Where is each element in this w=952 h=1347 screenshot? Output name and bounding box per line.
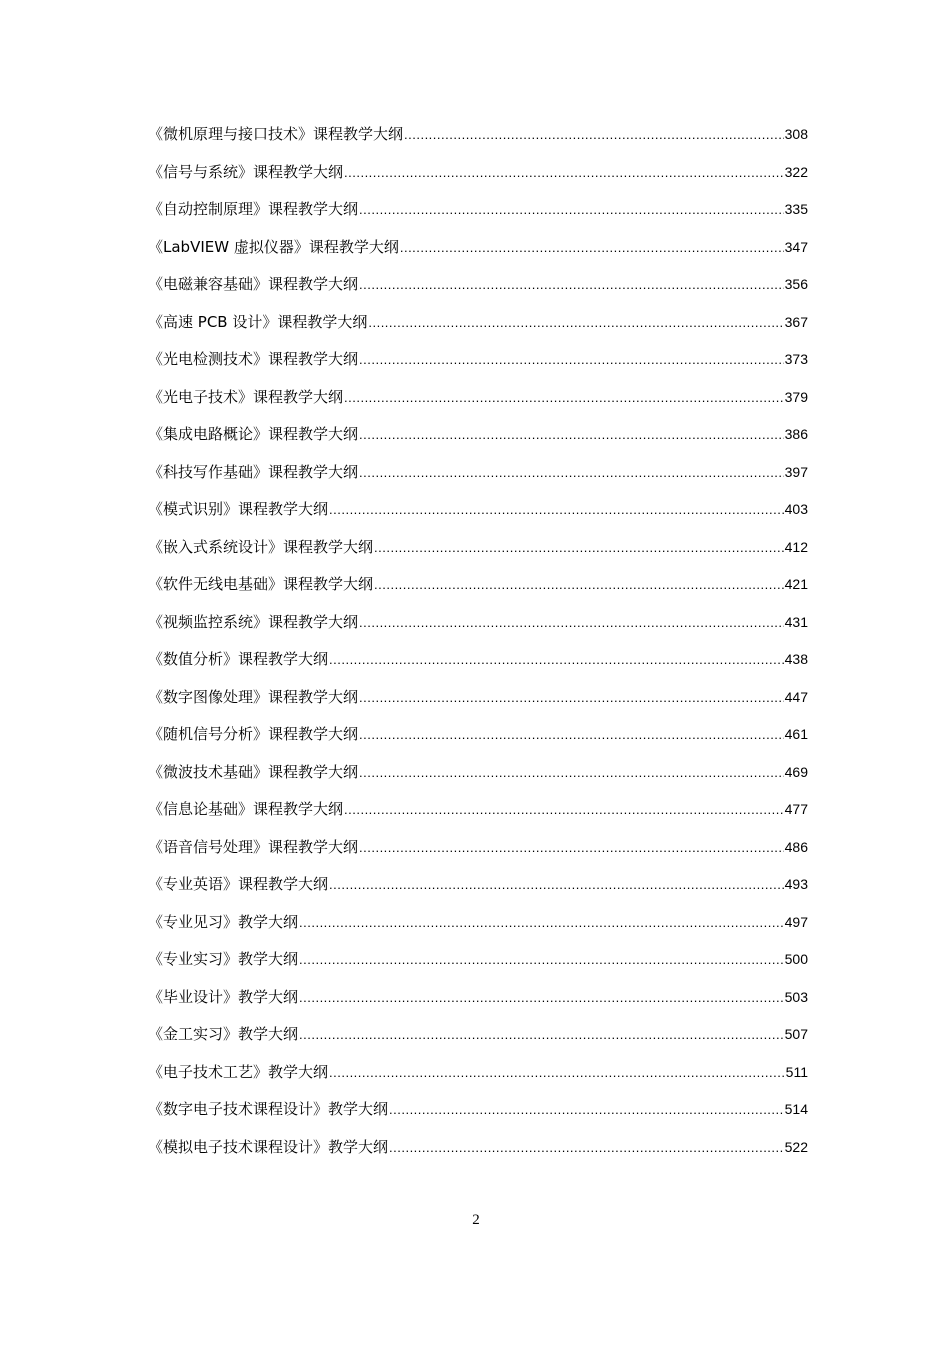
dot-leader <box>329 649 784 671</box>
toc-entry[interactable] <box>148 911 808 949</box>
toc-entry-page-number: 397 <box>784 463 808 480</box>
toc-entry-page-number: 431 <box>784 613 808 630</box>
toc-entry[interactable] <box>148 311 808 349</box>
toc-entry-title: 《信号与系统》课程教学大纲 <box>148 162 344 181</box>
toc-entry[interactable] <box>148 723 808 761</box>
dot-leader <box>299 912 784 934</box>
toc-entry-page-number: 356 <box>784 276 808 292</box>
toc-entry[interactable] <box>148 1023 808 1061</box>
dot-leader <box>344 387 784 409</box>
dot-leader <box>368 312 783 334</box>
toc-entry-page-number: 514 <box>784 1101 808 1117</box>
toc-entry[interactable] <box>148 1061 808 1099</box>
dot-leader <box>344 799 784 821</box>
toc-entry-page-number: 421 <box>784 576 808 592</box>
toc-entry[interactable] <box>148 273 808 311</box>
toc-entry[interactable] <box>148 761 808 799</box>
dot-leader <box>359 462 784 484</box>
toc-entry[interactable] <box>148 198 808 236</box>
dot-leader <box>359 724 784 746</box>
toc-entry-title: 《专业英语》课程教学大纲 <box>148 875 329 893</box>
toc-entry[interactable] <box>148 873 808 911</box>
toc-entry-title: 《微机原理与接口技术》课程教学大纲 <box>148 125 404 143</box>
toc-entry[interactable] <box>148 1136 808 1174</box>
toc-entry-title: 《电子技术工艺》教学大纲 <box>148 1062 329 1081</box>
toc-entry-page-number: 412 <box>784 538 808 555</box>
toc-entry-title: 《模式识别》课程教学大纲 <box>148 500 329 518</box>
toc-entry-title: 《科技写作基础》课程教学大纲 <box>148 462 359 481</box>
toc-entry-page-number: 373 <box>784 351 808 367</box>
dot-leader <box>344 162 784 184</box>
toc-entry-page-number: 403 <box>784 501 808 517</box>
toc-entry-page-number: 386 <box>784 426 808 442</box>
dot-leader <box>359 762 784 784</box>
toc-entry-title: 《数值分析》课程教学大纲 <box>148 650 329 668</box>
toc-entry-page-number: 493 <box>784 876 808 892</box>
dot-leader <box>329 499 784 521</box>
toc-entry[interactable] <box>148 161 808 199</box>
toc-entry-page-number: 511 <box>785 1063 808 1080</box>
toc-entry[interactable] <box>148 798 808 836</box>
toc-entry-title: 《专业见习》教学大纲 <box>148 912 299 931</box>
dot-leader <box>299 949 784 971</box>
toc-entry-page-number: 486 <box>784 838 808 855</box>
toc-entry-page-number: 367 <box>784 313 808 330</box>
toc-entry-title: 《毕业设计》教学大纲 <box>148 987 299 1006</box>
toc-entry-title: 《软件无线电基础》课程教学大纲 <box>148 575 374 593</box>
toc-entry-title: 《光电检测技术》课程教学大纲 <box>148 350 359 368</box>
toc-entry[interactable] <box>148 836 808 874</box>
toc-entry[interactable] <box>148 1098 808 1136</box>
toc-entry-title: 《数字电子技术课程设计》教学大纲 <box>148 1100 389 1118</box>
toc-entry-page-number: 522 <box>784 1138 808 1155</box>
toc-entry[interactable] <box>148 611 808 649</box>
toc-entry-page-number: 322 <box>784 163 808 180</box>
toc-entry[interactable] <box>148 461 808 499</box>
dot-leader <box>359 424 784 446</box>
dot-leader <box>404 124 784 146</box>
toc-entry-page-number: 477 <box>784 801 808 817</box>
toc-entry-title: 《微波技术基础》课程教学大纲 <box>148 762 359 781</box>
toc-entry-page-number: 308 <box>784 126 808 142</box>
dot-leader <box>329 1062 785 1084</box>
dot-leader <box>400 237 784 259</box>
page-number: 2 <box>472 1212 480 1228</box>
toc-entry-title: 《随机信号分析》课程教学大纲 <box>148 725 359 743</box>
dot-leader <box>389 1099 784 1121</box>
toc-entry-page-number: 500 <box>784 951 808 967</box>
table-of-contents <box>148 123 808 1173</box>
toc-entry-title: 《数字图像处理》课程教学大纲 <box>148 687 359 706</box>
toc-entry-page-number: 503 <box>784 988 808 1005</box>
toc-entry-title: 《金工实习》教学大纲 <box>148 1025 299 1043</box>
dot-leader <box>359 612 784 634</box>
toc-entry-title: 《语音信号处理》课程教学大纲 <box>148 837 359 856</box>
toc-entry[interactable] <box>148 948 808 986</box>
toc-entry-page-number: 447 <box>784 688 808 705</box>
dot-leader <box>299 987 784 1009</box>
toc-entry[interactable] <box>148 423 808 461</box>
toc-entry-page-number: 461 <box>784 726 808 742</box>
dot-leader <box>374 574 784 596</box>
toc-entry-title: 《集成电路概论》课程教学大纲 <box>148 425 359 443</box>
toc-entry-title: 《高速 PCB 设计》课程教学大纲 <box>148 312 368 331</box>
dot-leader <box>329 874 784 896</box>
toc-entry[interactable] <box>148 123 808 161</box>
toc-entry-page-number: 438 <box>784 651 808 667</box>
toc-entry-page-number: 469 <box>784 763 808 780</box>
toc-entry-title: 《信息论基础》课程教学大纲 <box>148 800 344 818</box>
toc-entry-title: 《模拟电子技术课程设计》教学大纲 <box>148 1137 389 1156</box>
toc-entry[interactable] <box>148 348 808 386</box>
toc-entry-page-number: 335 <box>784 201 808 217</box>
toc-entry-page-number: 507 <box>784 1026 808 1042</box>
dot-leader <box>359 687 784 709</box>
toc-entry[interactable] <box>148 236 808 274</box>
dot-leader <box>374 537 784 559</box>
toc-entry-page-number: 379 <box>784 388 808 405</box>
toc-entry[interactable] <box>148 648 808 686</box>
toc-entry[interactable] <box>148 536 808 574</box>
dot-leader <box>359 349 784 371</box>
toc-entry[interactable] <box>148 573 808 611</box>
toc-entry[interactable] <box>148 686 808 724</box>
dot-leader <box>359 274 784 296</box>
toc-entry-page-number: 347 <box>784 238 808 255</box>
toc-entry-title: 《自动控制原理》课程教学大纲 <box>148 200 359 218</box>
dot-leader <box>299 1024 784 1046</box>
toc-entry[interactable] <box>148 986 808 1024</box>
dot-leader <box>389 1137 784 1159</box>
toc-entry-title: 《LabVIEW 虚拟仪器》课程教学大纲 <box>148 237 399 256</box>
toc-entry-page-number: 497 <box>784 913 808 930</box>
toc-entry[interactable] <box>148 386 808 424</box>
dot-leader <box>359 837 784 859</box>
toc-entry-title: 《电磁兼容基础》课程教学大纲 <box>148 275 359 293</box>
toc-entry[interactable] <box>148 498 808 536</box>
dot-leader <box>359 199 784 221</box>
toc-entry-title: 《专业实习》教学大纲 <box>148 950 299 968</box>
toc-entry-title: 《视频监控系统》课程教学大纲 <box>148 612 359 631</box>
toc-entry-title: 《嵌入式系统设计》课程教学大纲 <box>148 537 374 556</box>
toc-entry-title: 《光电子技术》课程教学大纲 <box>148 387 344 406</box>
